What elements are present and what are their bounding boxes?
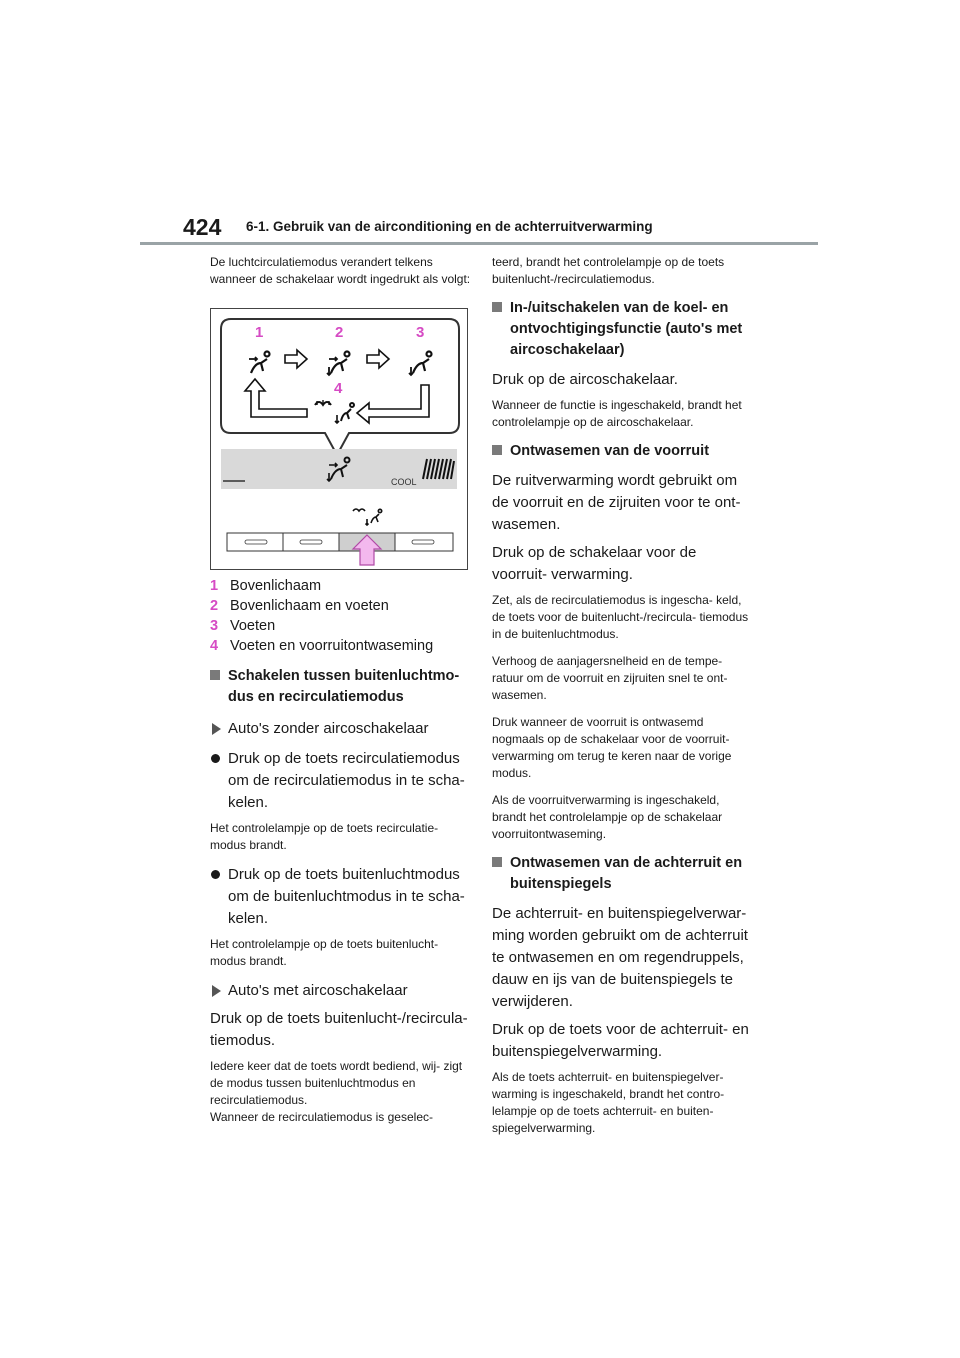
button-indicator-1 — [245, 540, 267, 544]
legend-item: 4 Voeten en voorruitontwaseming — [210, 638, 434, 654]
subheading-with-ac: Auto's met aircoschakelaar — [210, 980, 472, 1002]
body-defog-2: Druk op de schakelaar voor de voorruit- verwarming. — [492, 544, 697, 583]
bullet-recirc-on: Druk op de toets recirculatiemodus om de recirculatiemodus in te scha- kelen. — [210, 748, 472, 814]
mode-legend — [210, 576, 472, 656]
legend-item: 3 Voeten — [210, 618, 276, 634]
heading-rear-defog: Ontwasemen van de achterruit en buitenspiegels — [492, 853, 754, 895]
square-bullet-icon — [210, 670, 220, 680]
continued-text: teerd, brandt het controlelampje op de toets buitenlucht-/recirculatiemodus. — [492, 255, 725, 286]
note-defog-4: Als de voorruitverwarming is ingeschakeld, brandt het controlelampje op de schakelaar voorruitontwaseming. — [492, 793, 723, 841]
square-bullet-icon — [492, 445, 502, 455]
section-title: 6-1. Gebruik van de airconditioning en de achterruitverwarming — [246, 219, 653, 234]
mode-label-1: 1 — [255, 324, 264, 341]
triangle-bullet-icon — [212, 985, 221, 997]
note-defog-3: Druk wanneer de voorruit is ontwasemd nogmaals op de schakelaar voor de voorruit- verwarming om terug te keren naar de vorige modus. — [492, 715, 732, 780]
note-recirc-lamp: Het controlelampje op de toets recirculatie- modus brandt. — [210, 821, 439, 852]
airflow-mode-diagram — [211, 309, 467, 569]
mode-label-4: 4 — [334, 380, 343, 397]
subheading-without-ac: Auto's zonder aircoschakelaar — [210, 718, 472, 740]
body-defog-1: De ruitverwarming wordt gebruikt om de voorruit en de zijruiten voor te ont- wasemen. — [492, 472, 741, 533]
control-panel — [221, 501, 457, 563]
legend-item: 2 Bovenlichaam en voeten — [210, 598, 389, 614]
note-rear: Als de toets achterruit- en buitenspiegelver- warming is ingeschakeld, brandt het contro- lelampje op de toets achterruit- en buiten- spiegelverwarming. — [492, 1070, 725, 1135]
legend-item: 1 Bovenlichaam — [210, 578, 322, 594]
note-toggle-mode: Iedere keer dat de toets wordt bediend, wij- zigt de modus tussen buitenluchtmodus en recirculatiemodus. — [210, 1059, 463, 1107]
bullet-outside-air-on: Druk op de toets buitenluchtmodus om de buitenluchtmodus in te scha- kelen. — [210, 864, 472, 930]
body-with-ac: Druk op de toets buitenlucht-/recircula- tiemodus. — [210, 1010, 468, 1049]
display-cool-text: COOL — [391, 477, 417, 487]
note-cooling: Wanneer de functie is ingeschakeld, brandt het controlelampje op de aircoschakelaar. — [492, 398, 742, 429]
page-number: 424 — [183, 214, 222, 240]
left-column — [210, 254, 472, 1136]
intro-text: De luchtcirculatiemodus verandert telkens wanneer de schakelaar wordt ingedrukt als volgt: — [210, 255, 471, 286]
dot-bullet-icon — [211, 870, 220, 879]
note-defog-2: Verhoog de aanjagersnelheid en de tempe- ratuur om de voorruit en zijruiten snel te ont- wasemen. — [492, 654, 728, 702]
square-bullet-icon — [492, 302, 502, 312]
note-defog-1: Zet, als de recirculatiemodus is ingescha- keld, de toets voor de buitenlucht-/recircula- tiemodus in de buitenluchtmodus. — [492, 593, 749, 641]
body-rear-1: De achterruit- en buitenspiegelverwar- ming worden gebruikt om de achterruit te ontwasemen en om regendruppels, dauw en ijs van de buitenspiegels te verwijderen. — [492, 905, 748, 1010]
note-outside-air-lamp: Het controlelampje op de toets buitenlucht- modus brandt. — [210, 937, 439, 968]
right-column — [492, 254, 754, 1147]
mode-label-3: 3 — [416, 324, 425, 341]
body-rear-2: Druk op de toets voor de achterruit- en buitenspiegelverwarming. — [492, 1021, 749, 1060]
note-recirc-selected: Wanneer de recirculatiemodus is geselec- — [210, 1110, 433, 1124]
heading-cooling: In-/uitschakelen van de koel- en ontvochtigingsfunctie (auto's met aircoschakelaar) — [492, 298, 754, 361]
heading-recirculation: Schakelen tussen buitenluchtmo- dus en recirculatiemodus — [210, 666, 472, 708]
dot-bullet-icon — [211, 754, 220, 763]
header-divider — [140, 242, 818, 245]
square-bullet-icon — [492, 857, 502, 867]
mode-label-2: 2 — [335, 324, 344, 341]
triangle-bullet-icon — [212, 723, 221, 735]
body-cooling: Druk op de aircoschakelaar. — [492, 371, 678, 388]
heading-windshield-defog: Ontwasemen van de voorruit — [492, 441, 754, 462]
airflow-mode-figure — [210, 308, 468, 570]
button-indicator-4 — [412, 540, 434, 544]
button-indicator-2 — [300, 540, 322, 544]
